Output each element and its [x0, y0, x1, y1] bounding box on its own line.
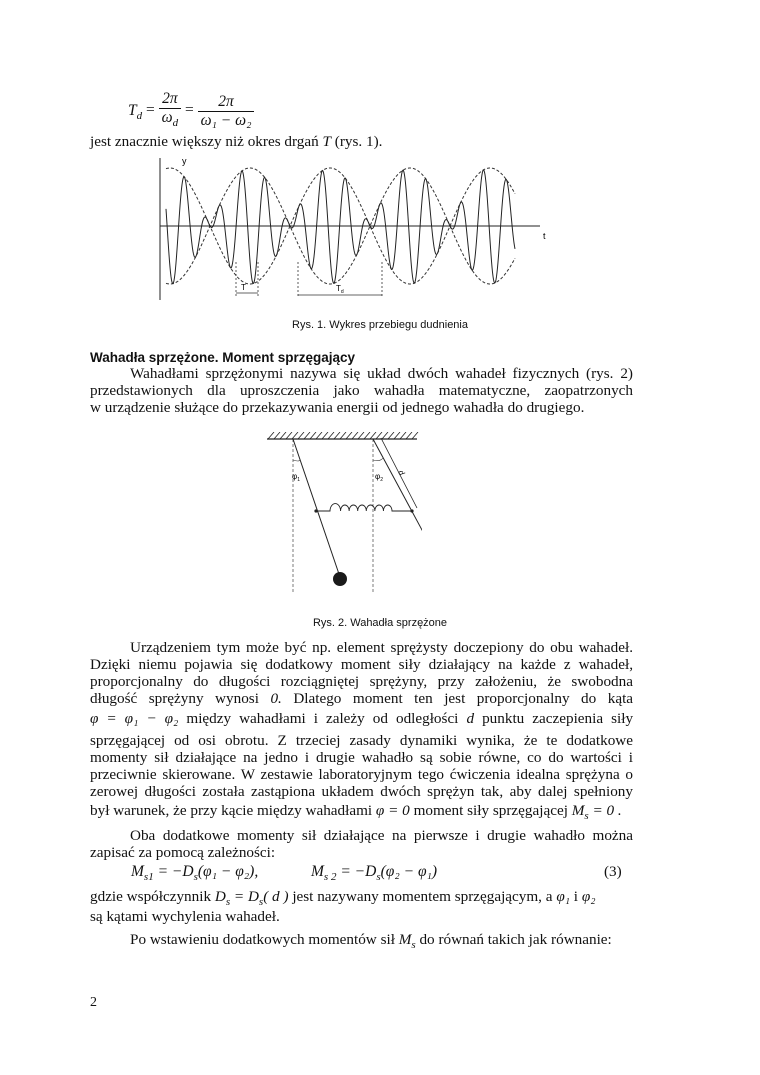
- beat-wave: [166, 170, 515, 284]
- equation-3-number: (3): [604, 863, 622, 880]
- figure2-caption: Rys. 2. Wahadła sprzężone: [312, 617, 448, 629]
- para3-line2: zapisać za pomocą zależności:: [90, 844, 276, 861]
- formula-lhs: $T_d$: [128, 101, 143, 122]
- distance-d-label: d: [396, 468, 407, 477]
- para4-line2: są kątami wychylenia wahadeł.: [90, 908, 280, 925]
- intro-line: jest znacznie większy niż okres drgań T (rys. 1).: [90, 133, 383, 150]
- spring: [316, 504, 412, 511]
- fraction-one: $\frac{2\pi}{\omega_d}$: [159, 90, 181, 132]
- paragraph-coupled-pendulums: Wahadłami sprzężonymi nazywa się układ dwóch wahadeł fizycznych (rys. 2): [130, 365, 633, 382]
- para2-line5: φ = φ₁ − φ₂ między wahadłami i zależy od odległości d punktu zaczepienia siły: [90, 710, 634, 727]
- fraction-two: $\frac{2\pi}{\text{ω₁ − ω₂}}$: [198, 93, 255, 130]
- para1-line2: przedstawionych dla uproszczenia jako wahadła matematyczne, zaopatrzonych: [90, 382, 633, 399]
- para2-line7: momenty sił działające na jedno i drugie wahadło są sobie równe, co do wartości i: [90, 749, 633, 766]
- para2-line1: Urządzeniem tym może być np. element sprężysty doczepiony do obu wahadeł.: [130, 639, 633, 656]
- para2-line10: był warunek, że przy kącie między wahadłami φ = 0 moment siły sprzęgającej $M_s = 0$ .: [90, 802, 622, 822]
- para4-line1: gdzie współczynnik $D_s = D_s$( d ) jest nazywany momentem sprzęgającym, a φ₁ i φ₂: [90, 888, 596, 908]
- para3-line1: Oba dodatkowe momenty sił działające na pierwsze i drugie wahadło można: [130, 827, 633, 844]
- beat-period-label: $T_d$: [336, 284, 344, 295]
- para2-line8: przeciwnie skierowane. W zestawie laboratoryjnym tego ćwiczenia idealna sprężyna o: [90, 766, 633, 783]
- figure-beat-chart: [150, 150, 570, 310]
- period-label: T: [241, 283, 246, 292]
- phi2-label: $\varphi_2$: [375, 472, 383, 483]
- t-axis-label: t: [543, 231, 546, 241]
- figure1-caption: Rys. 1. Wykres przebiegu dudnienia: [292, 319, 468, 331]
- phi1-label: $\varphi_1$: [292, 472, 300, 483]
- equation-3-right: $M_{s 2} = -D_s(\varphi_2 - \varphi_1)$: [311, 863, 438, 883]
- figure-coupled-pendulums: [262, 432, 422, 594]
- para5-line1: Po wstawieniu dodatkowych momentów sił $M_s$ do równań takich jak równanie:: [130, 931, 612, 951]
- pendulum-1-bob: [333, 572, 347, 586]
- pendulum-1-rod: [293, 439, 340, 577]
- formula-period-beat: $T_d$ = $\frac{2\pi}{\omega_d}$ = $\frac{2\pi}{\text{ω₁ − ω₂}}$: [128, 90, 254, 132]
- y-axis-label: y: [182, 156, 187, 166]
- para2-line9: zerowej długości została zastąpiona układem dwóch sprężyn tak, aby dalej spełniony: [90, 783, 633, 800]
- para2-line3: proporcjonalny do długości rozciągniętej sprężyny, przy założeniu, że swobodna: [90, 673, 633, 690]
- page-number: 2: [90, 995, 97, 1010]
- section-heading: Wahadła sprzężone. Moment sprzęgający: [90, 350, 356, 365]
- para2-line6: sprzęgającej od osi obrotu. Z trzeciej zasady dynamiki wynika, że te dodatkowe: [90, 732, 633, 749]
- para1-line3: w urządzenie służące do przekazywania energii od jednego wahadła do drugiego.: [90, 399, 585, 416]
- para2-line4: długość sprężyny wynosi 0. Dlatego moment ten jest proporcjonalny do kąta: [90, 690, 634, 707]
- equation-3-left: $M_{s1} = -D_s(\varphi_1 - \varphi_2)$,: [131, 863, 259, 883]
- para2-line2: Dzięki niemu pojawia się dodatkowy moment siły działający na każde z wahadeł,: [90, 656, 633, 673]
